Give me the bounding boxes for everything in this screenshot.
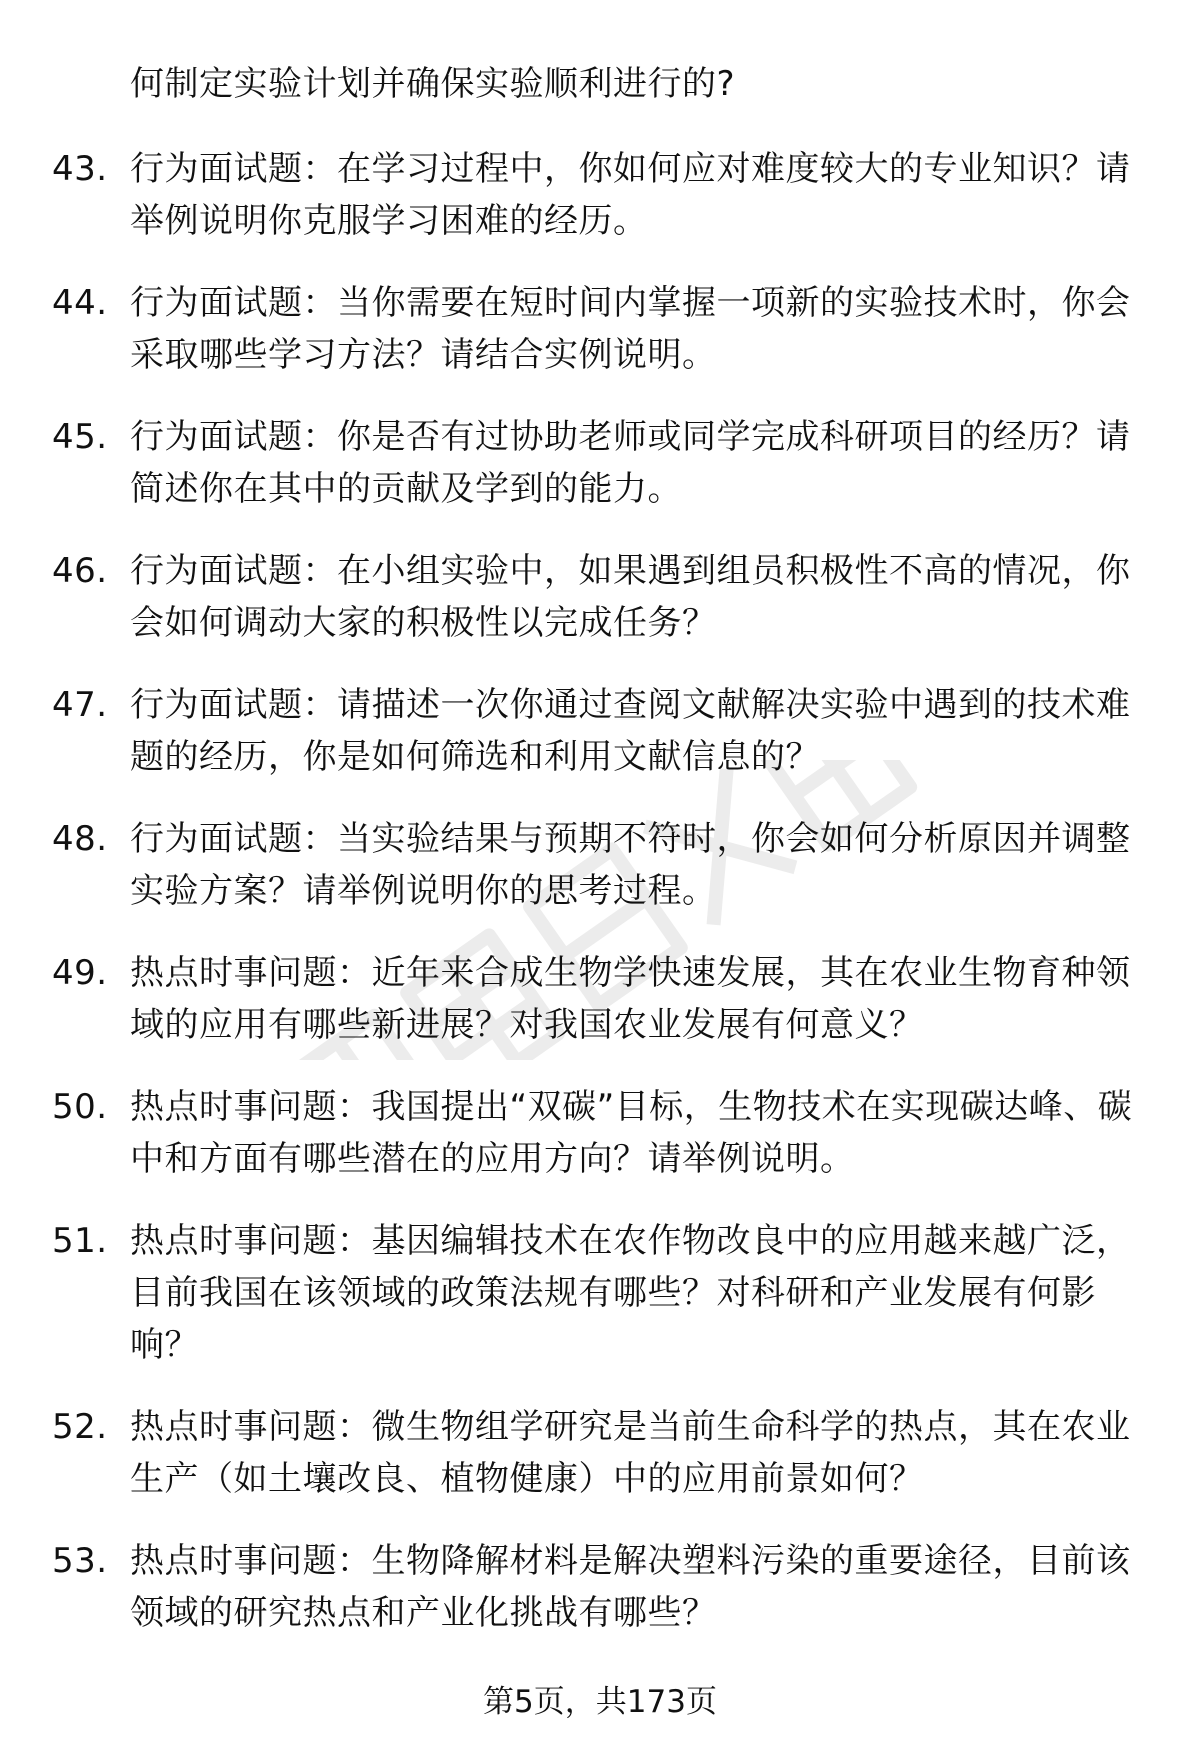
list-item	[0, 679, 1200, 783]
question-number: 47.	[52, 685, 108, 725]
question-text: 热点时事问题：基因编辑技术在农作物改良中的应用越来越广泛，目前我国在该领域的政策法规有哪些？对科研和产业发展有何影响？	[130, 1221, 1131, 1365]
question-text: 热点时事问题：生物降解材料是解决塑料污染的重要途径，目前该领域的研究热点和产业化挑战有哪些？	[130, 1541, 1131, 1633]
question-list	[0, 143, 1200, 1669]
list-item	[0, 545, 1200, 649]
question-text: 行为面试题：当实验结果与预期不符时，你会如何分析原因并调整实验方案？请举例说明你的思考过程。	[130, 819, 1131, 911]
question-number: 45.	[52, 417, 108, 457]
question-text: 热点时事问题：近年来合成生物学快速发展，其在农业生物育种领域的应用有哪些新进展？对我国农业发展有何意义？	[130, 953, 1131, 1045]
question-number: 48.	[52, 819, 108, 859]
question-text: 行为面试题：当你需要在短时间内掌握一项新的实验技术时，你会采取哪些学习方法？请结合实例说明。	[130, 283, 1131, 375]
question-text: 热点时事问题：我国提出“双碳”目标，生物技术在实现碳达峰、碳中和方面有哪些潜在的应用方向？请举例说明。	[130, 1087, 1133, 1179]
list-item	[0, 947, 1200, 1051]
question-number: 52.	[52, 1407, 108, 1447]
question-text: 行为面试题：在学习过程中，你如何应对难度较大的专业知识？请举例说明你克服学习困难的经历。	[130, 149, 1131, 241]
question-text: 行为面试题：你是否有过协助老师或同学完成科研项目的经历？请简述你在其中的贡献及学到的能力。	[130, 417, 1131, 509]
question-number: 44.	[52, 283, 108, 323]
question-text: 热点时事问题：微生物组学研究是当前生命科学的热点，其在农业生产（如土壤改良、植物健康）中的应用前景如何？	[130, 1407, 1131, 1499]
list-item	[0, 1401, 1200, 1505]
question-number: 43.	[52, 149, 108, 189]
list-item	[0, 1215, 1200, 1371]
question-number: 51.	[52, 1221, 108, 1261]
page-footer: 第5页，共173页	[483, 1684, 717, 1720]
question-number: 53.	[52, 1541, 108, 1581]
list-item	[0, 1535, 1200, 1639]
list-item	[0, 1081, 1200, 1185]
list-item	[0, 143, 1200, 247]
question-number: 49.	[52, 953, 108, 993]
list-item	[0, 813, 1200, 917]
continuation-text: 何制定实验计划并确保实验顺利进行的?	[130, 64, 736, 104]
question-number: 50.	[52, 1087, 108, 1127]
question-text: 行为面试题：请描述一次你通过查阅文献解决实验中遇到的技术难题的经历，你是如何筛选和利用文献信息的？	[130, 685, 1131, 777]
question-number: 46.	[52, 551, 108, 591]
question-text: 行为面试题：在小组实验中，如果遇到组员积极性不高的情况，你会如何调动大家的积极性以完成任务？	[130, 551, 1131, 643]
list-item	[0, 411, 1200, 515]
list-item	[0, 277, 1200, 381]
